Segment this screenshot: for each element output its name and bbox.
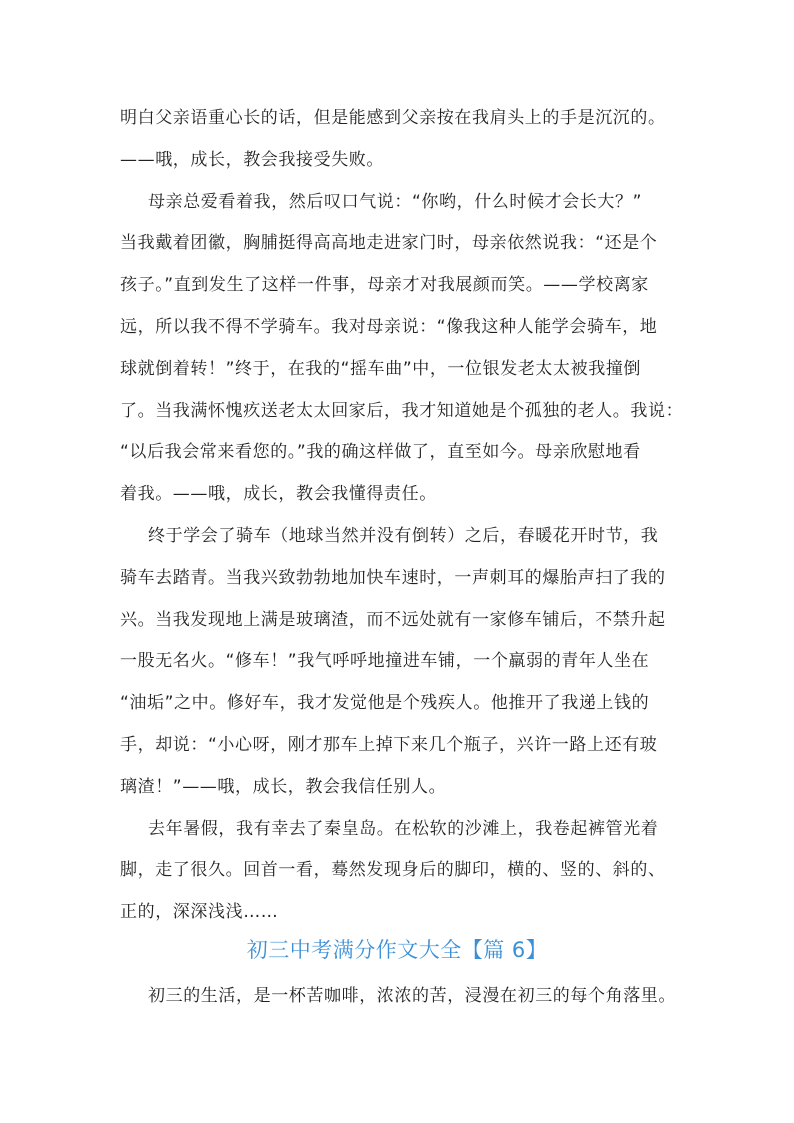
body-text-line: 正的，深深浅浅…… [120,902,279,922]
body-text-line: 骑车去踏青。当我兴致勃勃地加快车速时，一声刺耳的爆胎声扫了我的 [120,568,666,588]
body-text-line: “以后我会常来看您的。”我的确这样做了，直至如今。母亲欣慰地看 [120,442,641,462]
body-text-line: 初三的生活，是一杯苦咖啡，浓浓的苦，浸漫在初三的每个角落里。 [148,986,676,1006]
body-text-line: 孩子。”直到发生了这样一件事，母亲才对我展颜而笑。——学校离家 [120,275,649,295]
body-text-line: 球就倒着转！”终于，在我的“摇车曲”中，一位银发老太太被我撞倒 [120,359,642,379]
body-text-line: 去年暑假，我有幸去了秦皇岛。在松软的沙滩上，我卷起裤管光着 [148,819,659,839]
body-text-line: 当我戴着团徽，胸脯挺得高高地走进家门时，母亲依然说我：“还是个 [120,233,658,253]
body-text-line: 明白父亲语重心长的话，但是能感到父亲按在我肩头上的手是沉沉的。 [120,108,666,128]
body-text-line: 母亲总爱看着我，然后叹口气说：“你哟，什么时候才会长大？” [148,192,643,212]
body-text-line: 终于学会了骑车（地球当然并没有倒转）之后，春暖花开时节，我 [148,526,659,546]
body-text-line: 着我。——哦，成长，教会我懂得责任。 [120,484,437,504]
body-text-line: “油垢”之中。修好车，我才发觉他是个残疾人。他推开了我递上钱的 [120,693,650,713]
body-text-line: 兴。当我发现地上满是玻璃渣，而不远处就有一家修车铺后，不禁升起 [120,610,666,630]
section-heading: 初三中考满分作文大全【篇 6】 [246,938,548,962]
body-text-line: 璃渣！”——哦，成长，教会我信任别人。 [120,777,447,797]
body-text-line: ——哦，成长，教会我接受失败。 [120,150,384,170]
body-text-line: 了。当我满怀愧疚送老太太回家后，我才知道她是个孤独的老人。我说： [120,401,684,421]
body-text-line: 远，所以我不得不学骑车。我对母亲说：“像我这种人能学会骑车，地 [120,317,658,337]
body-text-line: 手，却说：“小心呀，刚才那车上掉下来几个瓶子，兴许一路上还有玻 [120,735,658,755]
body-text-line: 一股无名火。“修车！”我气呼呼地撞进车铺，一个羸弱的青年人坐在 [120,651,650,671]
body-text-line: 脚，走了很久。回首一看，蓦然发现身后的脚印，横的、竖的、斜的、 [120,860,666,880]
